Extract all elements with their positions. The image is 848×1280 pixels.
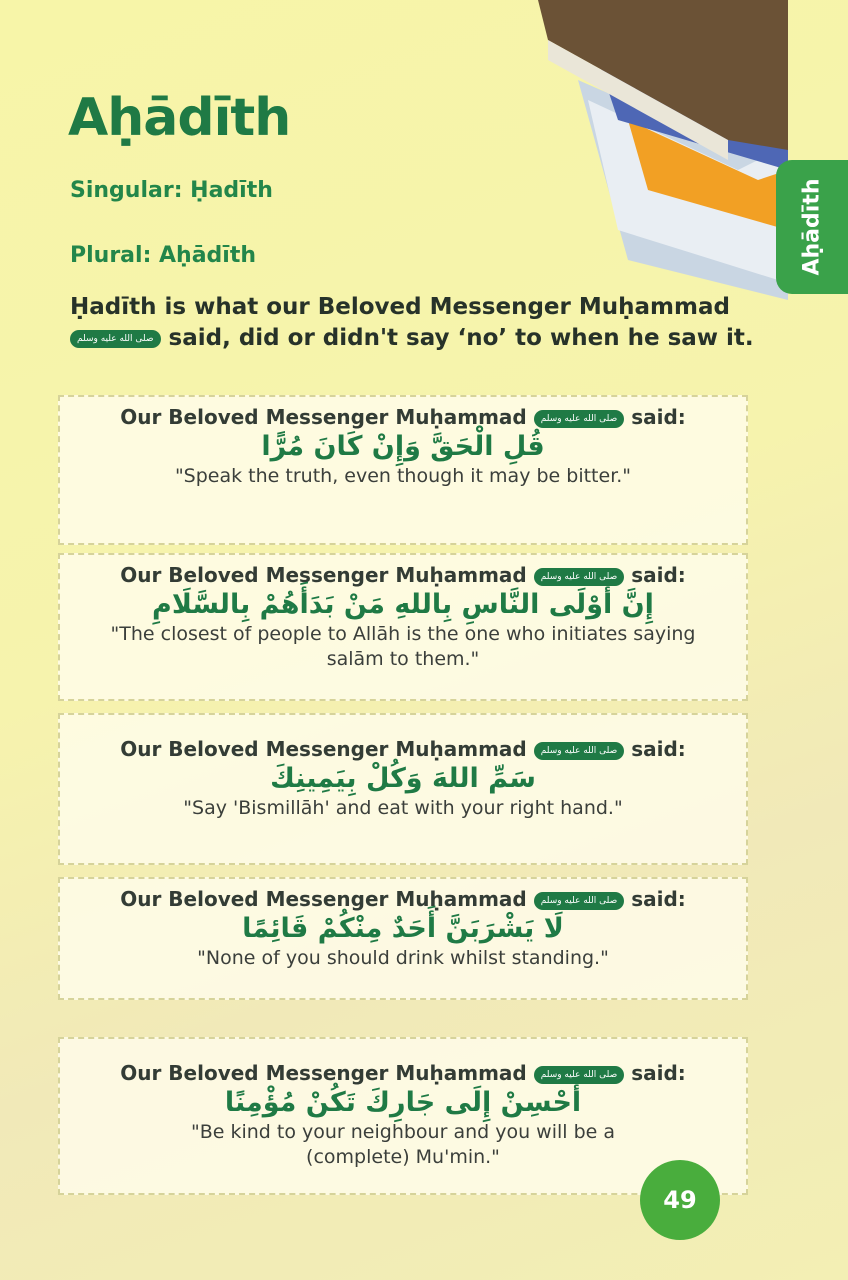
arabic-text: سَمِّ اللهَ وَكُلْ بِيَمِينِكَ	[270, 763, 536, 794]
card-said: said:	[631, 405, 686, 429]
singular-label: Singular: Ḥadīth	[70, 178, 273, 203]
arabic-text: لَا يَشْرَبَنَّ أَحَدٌ مِنْكُمْ قَائِمًا	[242, 913, 564, 944]
honorific-badge: صلى الله عليه وسلم	[534, 1066, 625, 1084]
card-said: said:	[631, 737, 686, 761]
arabic-text: قُلِ الْحَقَّ وَإِنْ كَانَ مُرًّا	[261, 431, 545, 462]
honorific-badge: صلى الله عليه وسلم	[534, 410, 625, 428]
hadith-card	[58, 877, 748, 1000]
hadith-card	[58, 713, 748, 865]
side-tab-label: Aḥādīth	[799, 178, 825, 276]
honorific-badge: صلى الله عليه وسلم	[534, 742, 625, 760]
english-translation: "The closest of people to Allāh is the one who initiates saying salām to them."	[110, 623, 696, 670]
hadith-card	[58, 1037, 748, 1195]
side-tab	[776, 160, 848, 294]
card-head: Our Beloved Messenger Muḥammad	[120, 737, 527, 761]
card-head: Our Beloved Messenger Muḥammad	[120, 563, 527, 587]
plural-label: Plural: Aḥādīth	[70, 243, 257, 268]
english-translation: "Say 'Bismillāh' and eat with your right hand."	[183, 797, 623, 819]
arabic-text: أَحْسِنْ إِلَى جَارِكَ تَكُنْ مُؤْمِنًا	[224, 1087, 582, 1118]
english-translation: "None of you should drink whilst standing."	[197, 947, 609, 969]
english-translation: "Speak the truth, even though it may be bitter."	[174, 465, 632, 487]
intro-text-end: said, did or didn't say ‘no’ to when he saw it.	[168, 325, 754, 351]
honorific-badge: صلى الله عليه وسلم	[534, 568, 625, 586]
books-illustration	[538, 0, 788, 320]
hadith-card	[58, 395, 748, 545]
card-said: said:	[631, 887, 686, 911]
hadith-card	[58, 553, 748, 701]
honorific-badge: صلى الله عليه وسلم	[534, 892, 625, 910]
card-head: Our Beloved Messenger Muḥammad	[120, 887, 527, 911]
arabic-text: إِنَّ أَوْلَى النَّاسِ بِاللهِ مَنْ بَدَأَهُمْ بِالسَّلَامِ	[152, 589, 654, 620]
page-number: 49	[640, 1160, 720, 1240]
english-translation: "Be kind to your neighbour and you will be a (complete) Mu'min."	[190, 1121, 616, 1168]
page-title: Aḥādīth	[68, 88, 291, 148]
card-said: said:	[631, 563, 686, 587]
card-said: said:	[631, 1061, 686, 1085]
intro-text: Ḥadīth is what our Beloved Messenger Muḥammad	[70, 294, 730, 320]
card-head: Our Beloved Messenger Muḥammad	[120, 405, 527, 429]
honorific-badge: صلى الله عليه وسلم	[70, 330, 161, 348]
card-head: Our Beloved Messenger Muḥammad	[120, 1061, 527, 1085]
intro-paragraph	[70, 292, 760, 354]
